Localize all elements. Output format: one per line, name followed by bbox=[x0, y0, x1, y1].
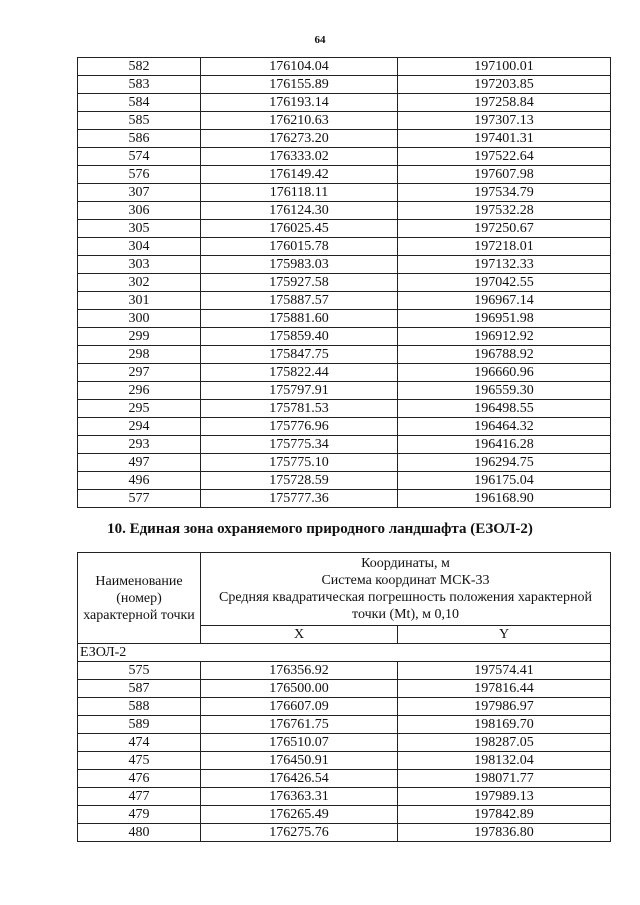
y-coordinate-cell: 196464.32 bbox=[398, 418, 611, 436]
table-header bbox=[78, 553, 611, 644]
coordinates-table-continued bbox=[77, 57, 611, 508]
y-coordinate-cell: 197100.01 bbox=[398, 58, 611, 76]
table-row bbox=[78, 238, 611, 256]
table-row bbox=[78, 364, 611, 382]
x-coordinate-cell: 176510.07 bbox=[201, 734, 398, 752]
header-y: Y bbox=[398, 626, 611, 644]
table-row bbox=[78, 698, 611, 716]
table-row bbox=[78, 472, 611, 490]
table-row bbox=[78, 130, 611, 148]
group-row bbox=[78, 644, 611, 662]
point-number-cell: 297 bbox=[78, 364, 201, 382]
x-coordinate-cell: 176193.14 bbox=[201, 94, 398, 112]
y-coordinate-cell: 197218.01 bbox=[398, 238, 611, 256]
table-row bbox=[78, 382, 611, 400]
point-number-cell: 574 bbox=[78, 148, 201, 166]
y-coordinate-cell: 196788.92 bbox=[398, 346, 611, 364]
page-number: 64 bbox=[314, 34, 326, 46]
table-row bbox=[78, 716, 611, 734]
x-coordinate-cell: 175847.75 bbox=[201, 346, 398, 364]
y-coordinate-cell: 197986.97 bbox=[398, 698, 611, 716]
point-number-cell: 293 bbox=[78, 436, 201, 454]
header-coordinates bbox=[201, 553, 611, 626]
x-coordinate-cell: 176275.76 bbox=[201, 824, 398, 842]
header-accuracy: Средняя квадратическая погрешность положения характерной точки (Mt), м 0,10 bbox=[219, 590, 592, 622]
table-row bbox=[78, 58, 611, 76]
header-coordinates-title: Координаты, м bbox=[361, 556, 450, 571]
point-number-cell: 306 bbox=[78, 202, 201, 220]
point-number-cell: 302 bbox=[78, 274, 201, 292]
table-row bbox=[78, 94, 611, 112]
x-coordinate-cell: 176265.49 bbox=[201, 806, 398, 824]
y-coordinate-cell: 197132.33 bbox=[398, 256, 611, 274]
table-row bbox=[78, 752, 611, 770]
y-coordinate-cell: 197816.44 bbox=[398, 680, 611, 698]
ezol-2-table-body bbox=[78, 644, 611, 842]
x-coordinate-cell: 175797.91 bbox=[201, 382, 398, 400]
y-coordinate-cell: 197532.28 bbox=[398, 202, 611, 220]
point-number-cell: 305 bbox=[78, 220, 201, 238]
point-number-cell: 298 bbox=[78, 346, 201, 364]
point-number-cell: 475 bbox=[78, 752, 201, 770]
x-coordinate-cell: 176210.63 bbox=[201, 112, 398, 130]
group-label: ЕЗОЛ-2 bbox=[78, 644, 611, 662]
y-coordinate-cell: 197574.41 bbox=[398, 662, 611, 680]
x-coordinate-cell: 175777.36 bbox=[201, 490, 398, 508]
table-row bbox=[78, 310, 611, 328]
table-row bbox=[78, 418, 611, 436]
section-heading: 10. Единая зона охраняемого природного ландшафта (ЕЗОЛ-2) bbox=[107, 521, 533, 537]
y-coordinate-cell: 197307.13 bbox=[398, 112, 611, 130]
x-coordinate-cell: 176356.92 bbox=[201, 662, 398, 680]
x-coordinate-cell: 176155.89 bbox=[201, 76, 398, 94]
point-number-cell: 583 bbox=[78, 76, 201, 94]
y-coordinate-cell: 196175.04 bbox=[398, 472, 611, 490]
y-coordinate-cell: 198287.05 bbox=[398, 734, 611, 752]
point-number-cell: 476 bbox=[78, 770, 201, 788]
y-coordinate-cell: 196951.98 bbox=[398, 310, 611, 328]
point-number-cell: 588 bbox=[78, 698, 201, 716]
x-coordinate-cell: 176450.91 bbox=[201, 752, 398, 770]
x-coordinate-cell: 176761.75 bbox=[201, 716, 398, 734]
x-coordinate-cell: 175776.96 bbox=[201, 418, 398, 436]
x-coordinate-cell: 175927.58 bbox=[201, 274, 398, 292]
table-row bbox=[78, 112, 611, 130]
point-number-cell: 304 bbox=[78, 238, 201, 256]
y-coordinate-cell: 197842.89 bbox=[398, 806, 611, 824]
y-coordinate-cell: 196967.14 bbox=[398, 292, 611, 310]
table-row bbox=[78, 436, 611, 454]
point-number-cell: 480 bbox=[78, 824, 201, 842]
x-coordinate-cell: 175881.60 bbox=[201, 310, 398, 328]
x-coordinate-cell: 176104.04 bbox=[201, 58, 398, 76]
x-coordinate-cell: 175775.10 bbox=[201, 454, 398, 472]
point-number-cell: 584 bbox=[78, 94, 201, 112]
point-number-cell: 576 bbox=[78, 166, 201, 184]
x-coordinate-cell: 175728.59 bbox=[201, 472, 398, 490]
header-point-name: Наименование (номер) характерной точки bbox=[78, 553, 201, 644]
point-number-cell: 496 bbox=[78, 472, 201, 490]
point-number-cell: 300 bbox=[78, 310, 201, 328]
x-coordinate-cell: 175859.40 bbox=[201, 328, 398, 346]
x-coordinate-cell: 176333.02 bbox=[201, 148, 398, 166]
table-row bbox=[78, 770, 611, 788]
table-row bbox=[78, 490, 611, 508]
x-coordinate-cell: 176124.30 bbox=[201, 202, 398, 220]
table-row bbox=[78, 346, 611, 364]
point-number-cell: 303 bbox=[78, 256, 201, 274]
table-row bbox=[78, 328, 611, 346]
ezol-2-coordinates-table bbox=[77, 552, 611, 842]
y-coordinate-cell: 197522.64 bbox=[398, 148, 611, 166]
y-coordinate-cell: 198132.04 bbox=[398, 752, 611, 770]
x-coordinate-cell: 176607.09 bbox=[201, 698, 398, 716]
table-row bbox=[78, 166, 611, 184]
point-number-cell: 587 bbox=[78, 680, 201, 698]
y-coordinate-cell: 197203.85 bbox=[398, 76, 611, 94]
x-coordinate-cell: 176118.11 bbox=[201, 184, 398, 202]
y-coordinate-cell: 197042.55 bbox=[398, 274, 611, 292]
point-number-cell: 479 bbox=[78, 806, 201, 824]
table-row bbox=[78, 788, 611, 806]
y-coordinate-cell: 197836.80 bbox=[398, 824, 611, 842]
point-number-cell: 295 bbox=[78, 400, 201, 418]
y-coordinate-cell: 196498.55 bbox=[398, 400, 611, 418]
point-number-cell: 586 bbox=[78, 130, 201, 148]
table-row bbox=[78, 292, 611, 310]
y-coordinate-cell: 198169.70 bbox=[398, 716, 611, 734]
x-coordinate-cell: 175887.57 bbox=[201, 292, 398, 310]
y-coordinate-cell: 196912.92 bbox=[398, 328, 611, 346]
x-coordinate-cell: 176149.42 bbox=[201, 166, 398, 184]
y-coordinate-cell: 196168.90 bbox=[398, 490, 611, 508]
y-coordinate-cell: 197250.67 bbox=[398, 220, 611, 238]
coordinates-table-body bbox=[78, 58, 611, 508]
table-row bbox=[78, 184, 611, 202]
x-coordinate-cell: 175983.03 bbox=[201, 256, 398, 274]
table-row bbox=[78, 400, 611, 418]
y-coordinate-cell: 198071.77 bbox=[398, 770, 611, 788]
table-row bbox=[78, 662, 611, 680]
x-coordinate-cell: 176363.31 bbox=[201, 788, 398, 806]
table-row bbox=[78, 454, 611, 472]
point-number-cell: 299 bbox=[78, 328, 201, 346]
x-coordinate-cell: 175781.53 bbox=[201, 400, 398, 418]
point-number-cell: 307 bbox=[78, 184, 201, 202]
y-coordinate-cell: 197258.84 bbox=[398, 94, 611, 112]
point-number-cell: 497 bbox=[78, 454, 201, 472]
y-coordinate-cell: 197607.98 bbox=[398, 166, 611, 184]
table-row bbox=[78, 734, 611, 752]
table-row bbox=[78, 274, 611, 292]
table-row bbox=[78, 76, 611, 94]
point-number-cell: 474 bbox=[78, 734, 201, 752]
point-number-cell: 477 bbox=[78, 788, 201, 806]
point-number-cell: 301 bbox=[78, 292, 201, 310]
x-coordinate-cell: 175822.44 bbox=[201, 364, 398, 382]
table-row bbox=[78, 202, 611, 220]
y-coordinate-cell: 197534.79 bbox=[398, 184, 611, 202]
x-coordinate-cell: 176015.78 bbox=[201, 238, 398, 256]
y-coordinate-cell: 196559.30 bbox=[398, 382, 611, 400]
point-number-cell: 296 bbox=[78, 382, 201, 400]
x-coordinate-cell: 176273.20 bbox=[201, 130, 398, 148]
point-number-cell: 294 bbox=[78, 418, 201, 436]
table-row bbox=[78, 256, 611, 274]
table-row bbox=[78, 824, 611, 842]
point-number-cell: 582 bbox=[78, 58, 201, 76]
header-x: X bbox=[201, 626, 398, 644]
y-coordinate-cell: 197989.13 bbox=[398, 788, 611, 806]
x-coordinate-cell: 176025.45 bbox=[201, 220, 398, 238]
point-number-cell: 585 bbox=[78, 112, 201, 130]
x-coordinate-cell: 176500.00 bbox=[201, 680, 398, 698]
header-coordinate-system: Система координат МСК-33 bbox=[321, 573, 490, 588]
point-number-cell: 589 bbox=[78, 716, 201, 734]
x-coordinate-cell: 176426.54 bbox=[201, 770, 398, 788]
point-number-cell: 577 bbox=[78, 490, 201, 508]
y-coordinate-cell: 196416.28 bbox=[398, 436, 611, 454]
header-row bbox=[78, 553, 611, 626]
y-coordinate-cell: 197401.31 bbox=[398, 130, 611, 148]
table-row bbox=[78, 806, 611, 824]
table-row bbox=[78, 148, 611, 166]
x-coordinate-cell: 175775.34 bbox=[201, 436, 398, 454]
y-coordinate-cell: 196660.96 bbox=[398, 364, 611, 382]
table-row bbox=[78, 680, 611, 698]
y-coordinate-cell: 196294.75 bbox=[398, 454, 611, 472]
point-number-cell: 575 bbox=[78, 662, 201, 680]
table-row bbox=[78, 220, 611, 238]
